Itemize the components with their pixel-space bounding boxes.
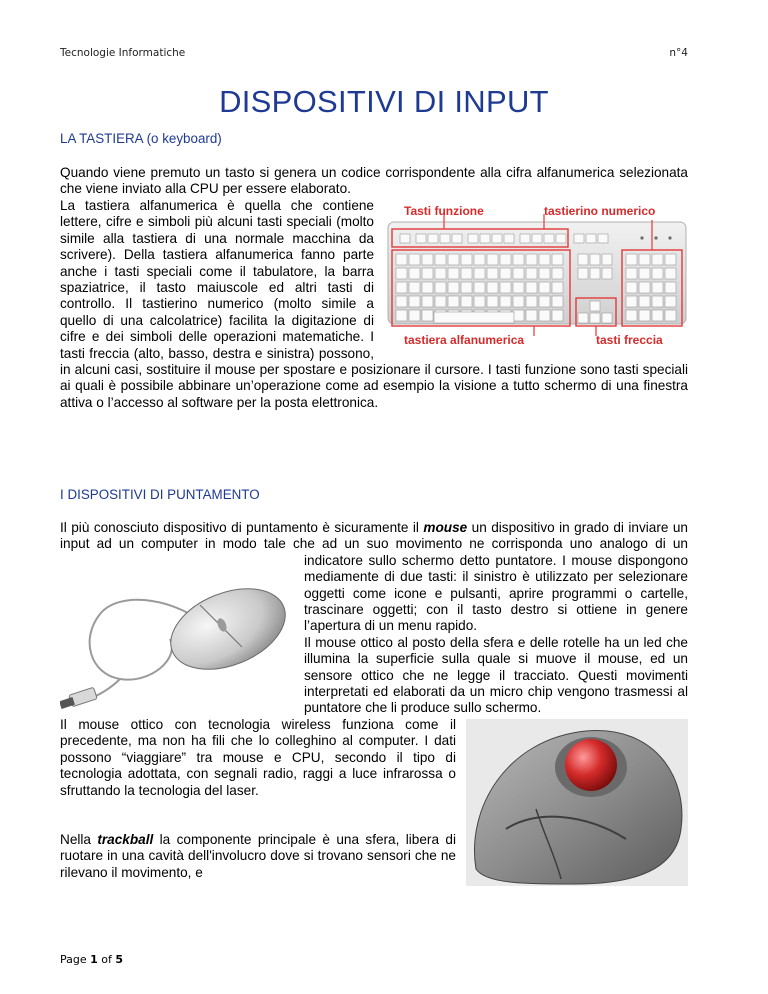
figure-label-function-keys: Tasti funzione [404, 204, 484, 218]
mouse-figure [60, 559, 296, 714]
keyboard-figure [384, 204, 688, 347]
trackball-intro-a: Nella [60, 831, 98, 847]
section-heading-pointing-devices: I DISPOSITIVI DI PUNTAMENTO [60, 487, 260, 502]
section-heading-keyboard: LA TASTIERA (o keyboard) [60, 131, 222, 146]
keyboard-body-text: La tastiera alfanumerica è quella che contiene lettere, cifre e simboli più alcuni tasti speciali (molto simile alla tastiera di una normale macchina da scrivere). Della tastiera alfanumerica fanno parte anche i tasti speciali come il tabulatore, la barra spaziatrice, il tasto maiuscole ed altri tasti di controllo. Il tastierino numerico (molto simile a quello di una calcolatrice) facilita la digitazione di cifre e dei simboli delle operazioni matematiche. I tasti freccia (alto, basso, destra e sinistra) possono, in alcuni casi, sostituire il mouse per spostare e posizionare il cursore. I tasti funzione sono tasti speciali ai quali è possibile abbinare un’operazione come ad esempio la visione a tutto schermo di una finestra attiva o l’accesso al software per la posta elettronica. [60, 198, 688, 410]
page-title: DISPOSITIVI DI INPUT [219, 84, 549, 119]
trackball-figure [466, 719, 688, 886]
header-issue-number: n°4 [669, 47, 688, 59]
optical-mouse-paragraph: Il mouse ottico al posto della sfera e delle rotelle ha un led che illumina la superficie sulla quale si muove il mouse, ed un sensore ottico che ne legge il tracciato. Questi movimenti interpretati ed elaborati da un micro chip vengono trasmessi al puntatore che li produce sullo schermo. [304, 634, 688, 716]
mouse-term: mouse [423, 520, 468, 535]
pointing-body-container [60, 520, 688, 890]
header-course-title: Tecnologie Informatiche [60, 47, 186, 59]
mouse-buttons-paragraph: I mouse dispongono mediamente di due tasti: il sinistro è utilizzato per selezionare oggetti come icone e pulsanti, aprire programmi o cartelle, trascinare oggetti; con il tasto destro si ottiene in genere l’apertura di un menu rapido. [304, 552, 689, 634]
footer-page-label: Page [60, 953, 91, 966]
footer-of-label: of [97, 953, 116, 966]
wireless-mouse-paragraph: Il mouse ottico con tecnologia wireless funziona come il precedente, ma non ha fili che lo colleghino al computer. I dati possono “viaggiare” tra mouse e CPU, secondo il tipo di tecnologia adottata, con segnali radio, raggi a luce infrarossa o sfruttando la tecnologia del laser. [60, 716, 456, 798]
trackball-intro-b: la componente principale è una sfera, libera di ruotare in una cavità dell'involucro dove si trovano sensori che ne rilevano il movimento, e [60, 831, 456, 880]
mouse-intro-a: Il più conosciuto dispositivo di puntamento è sicuramente il [60, 520, 424, 535]
trackball-term: trackball [97, 831, 154, 847]
figure-label-arrows: tasti freccia [596, 333, 663, 347]
mouse-intro-b: un dispositivo in grado di inviare un input ad un computer in modo tale che ad un suo movimento ne corrisponda uno analogo di un indicatore sullo schermo detto puntatore. [60, 520, 688, 568]
footer-page-number: 1 [90, 953, 98, 966]
keyboard-body-container [60, 198, 688, 411]
figure-label-alphanumeric: tastiera alfanumerica [404, 333, 525, 347]
page-footer [60, 953, 123, 966]
footer-page-total: 5 [115, 953, 124, 966]
keyboard-intro-paragraph: Quando viene premuto un tasto si genera un codice corrispondente alla cifra alfanumerica selezionata che viene inviato alla CPU per essere elaborato. [60, 165, 688, 197]
figure-label-numpad: tastierino numerico [544, 204, 656, 218]
